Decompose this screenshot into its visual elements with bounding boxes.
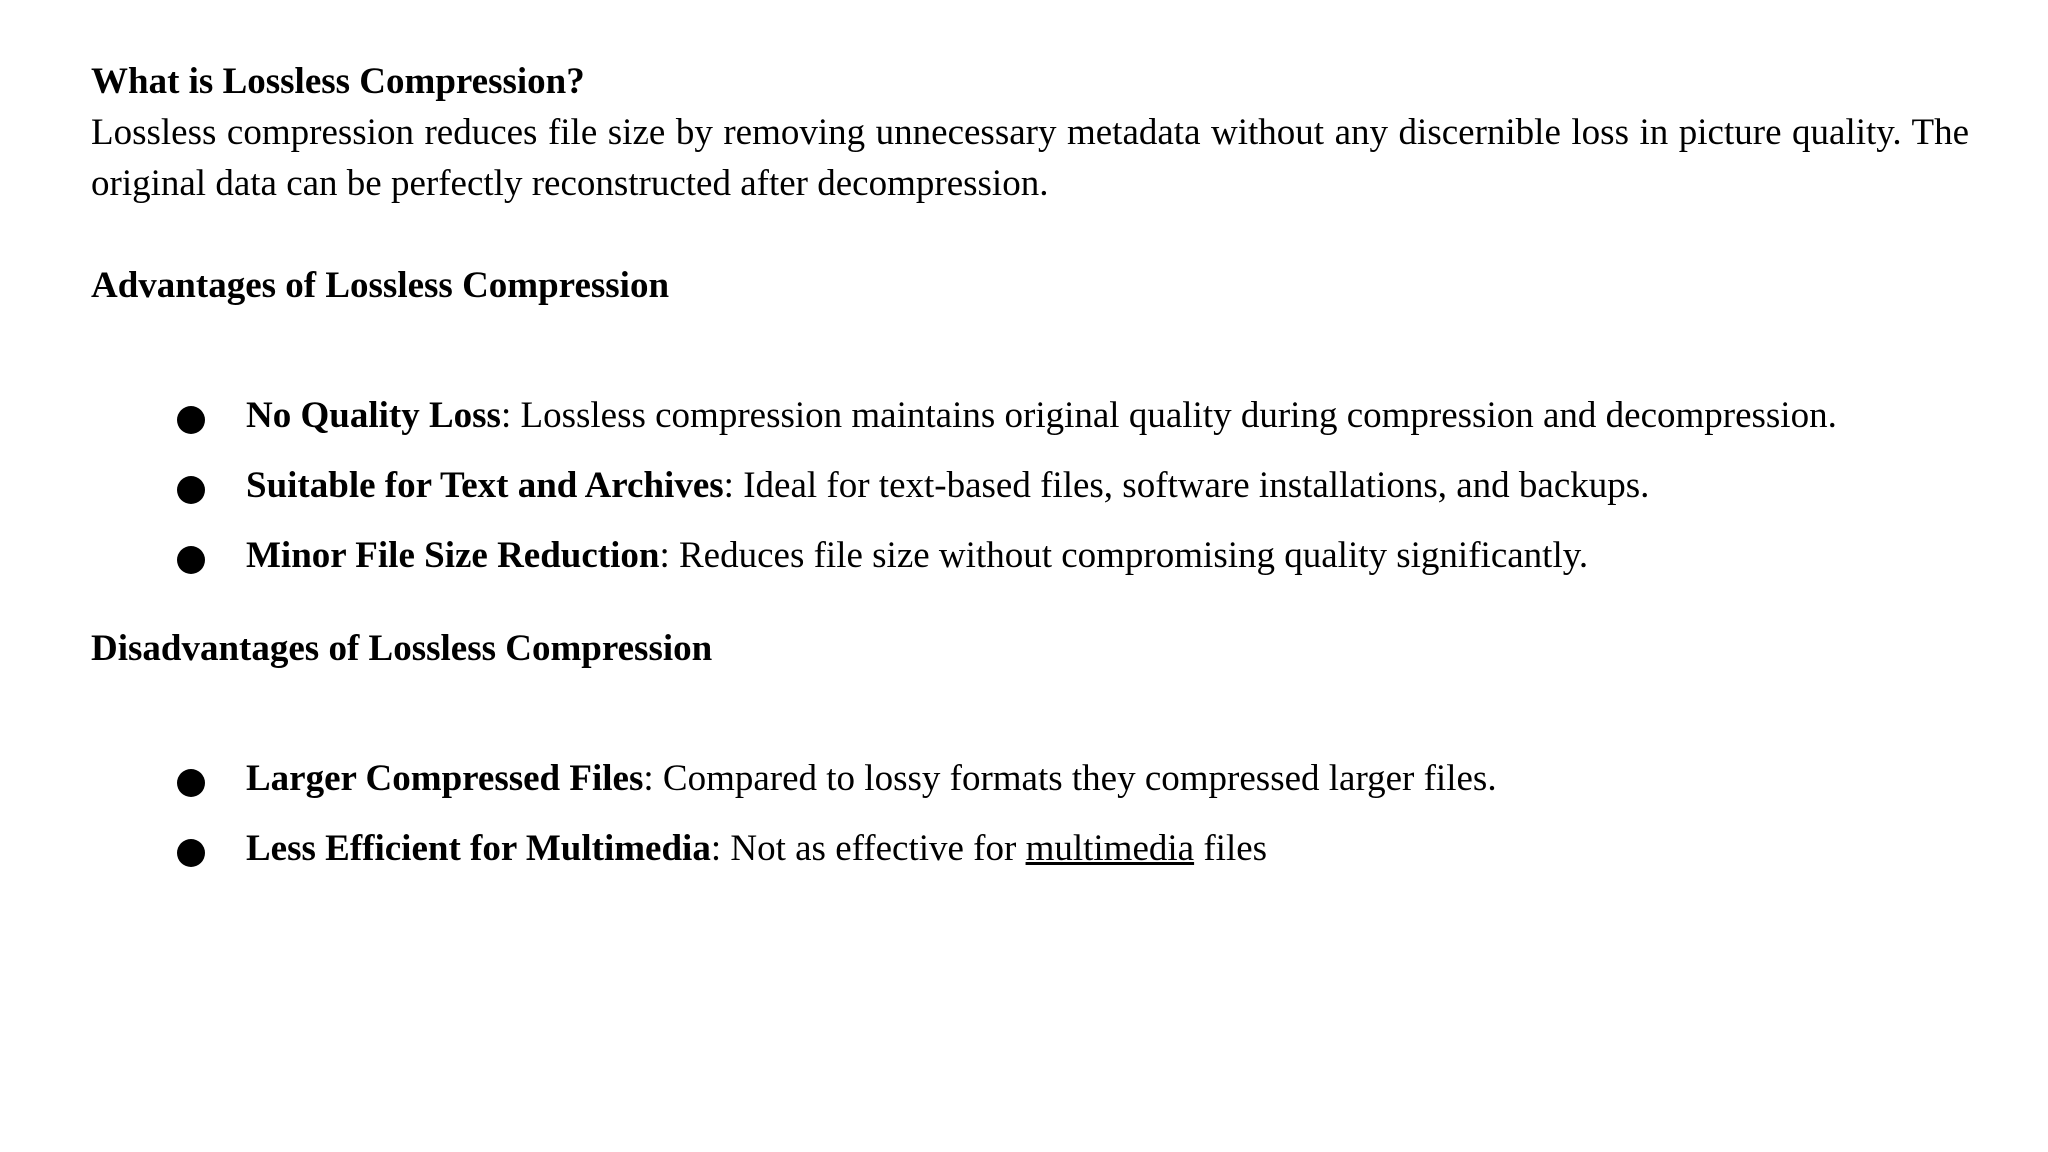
item-text: Ideal for text-based files, software installations, and backups. [743, 465, 1650, 506]
item-text-after: files [1194, 828, 1268, 869]
item-text: Reduces file size without compromising quality significantly. [679, 535, 1589, 576]
bullet-icon [177, 769, 205, 797]
list-item [91, 521, 1876, 591]
disadvantages-list [91, 744, 1969, 884]
list-item [91, 381, 1876, 451]
bullet-icon [177, 406, 205, 434]
heading-what-is-lossless: What is Lossless Compression? [91, 61, 585, 102]
list-item [91, 451, 1876, 521]
item-separator: : [710, 828, 731, 869]
intro-paragraph: Lossless compression reduces file size by removing unnecessary metadata without any discernible loss in picture quality. The original data can be perfectly reconstructed after decompression. [91, 112, 1969, 204]
item-term: Larger Compressed Files [246, 758, 644, 799]
item-separator: : [643, 758, 663, 799]
list-item [91, 744, 1876, 814]
advantages-list [91, 381, 1969, 591]
item-separator: : [723, 465, 744, 506]
bullet-icon [177, 476, 205, 504]
item-text: Compared to lossy formats they compressed larger files. [662, 758, 1497, 799]
multimedia-link[interactable]: multimedia [1025, 828, 1195, 869]
item-term: Less Efficient for Multimedia [246, 828, 711, 869]
heading-advantages: Advantages of Lossless Compression [91, 265, 670, 306]
item-text: Lossless compression maintains original quality during compression and decompression. [520, 395, 1837, 436]
item-separator: : [659, 535, 679, 576]
item-text-before: Not as effective for [730, 828, 1026, 869]
item-term: No Quality Loss [246, 395, 501, 436]
item-separator: : [500, 395, 521, 436]
list-item [91, 814, 1876, 884]
bullet-icon [177, 546, 205, 574]
heading-disadvantages: Disadvantages of Lossless Compression [91, 628, 713, 669]
bullet-icon [177, 839, 205, 867]
item-term: Minor File Size Reduction [246, 535, 660, 576]
item-term: Suitable for Text and Archives [246, 465, 724, 506]
document-body [91, 56, 1969, 884]
